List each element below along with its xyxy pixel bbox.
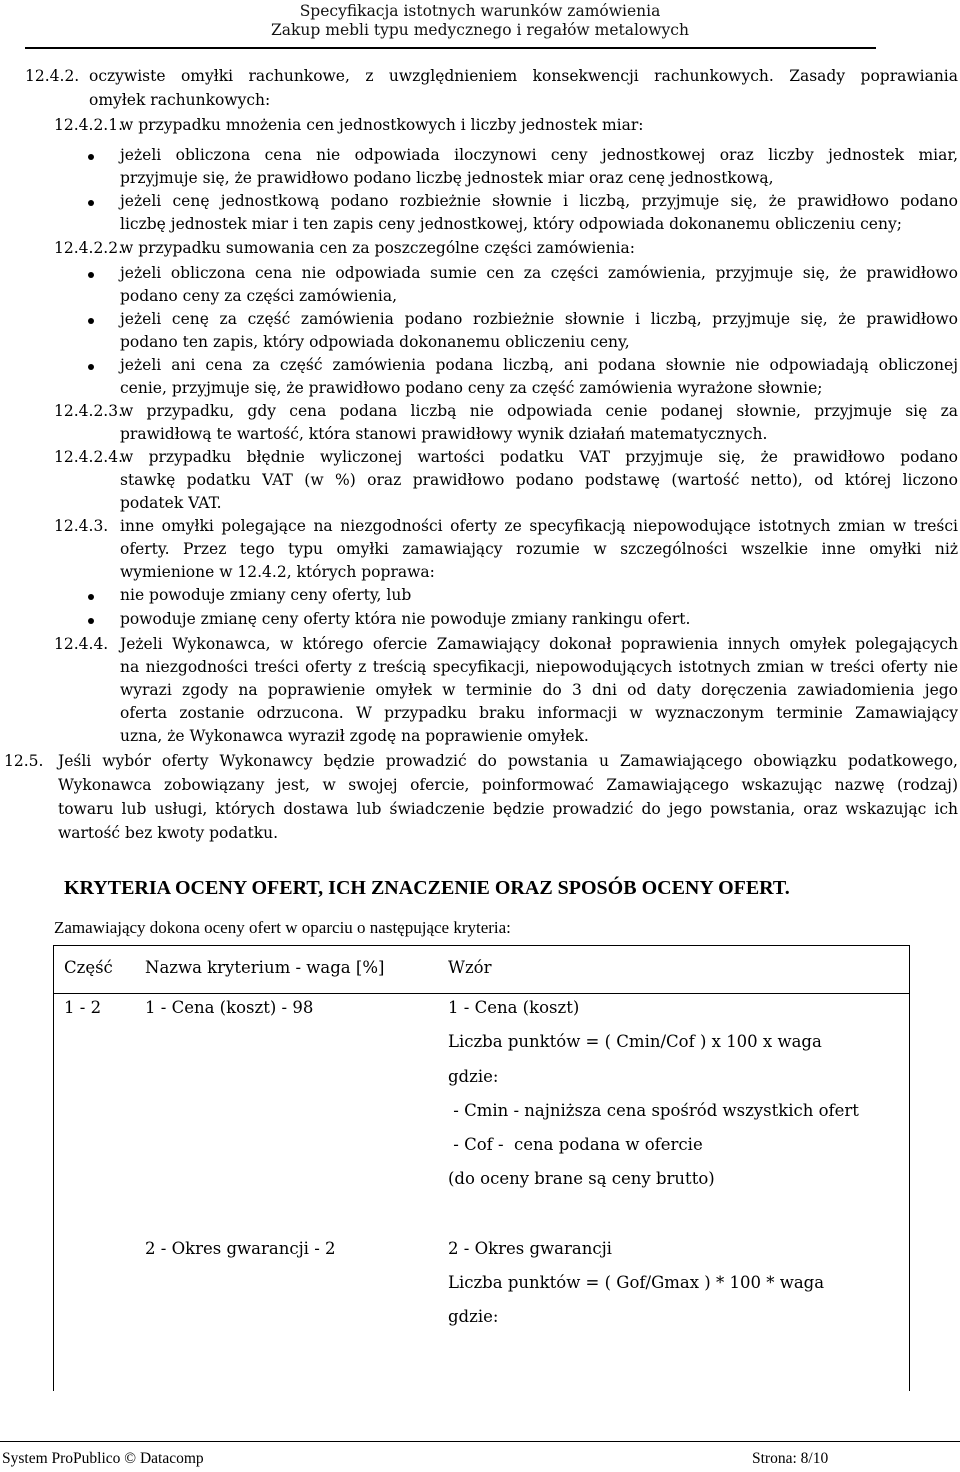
paragraph-line: na niezgodności treści oferty z treścią specyfikacji, niepowodujących istotnych zmian w treści oferty nie	[120, 658, 958, 676]
item-number: 12.4.2.1.	[54, 116, 124, 134]
bullet-icon	[88, 318, 94, 324]
table-cell-formula-line: 1 - Cena (koszt)	[448, 998, 580, 1017]
table-cell-part: 1 - 2	[64, 998, 102, 1017]
paragraph-line: wymienione w 12.4.2, których poprawa:	[120, 563, 435, 581]
paragraph-line: omyłek rachunkowych:	[89, 91, 271, 109]
paragraph-line: Jeśli wybór oferty Wykonawcy będzie prowadzić do powstania u Zamawiającego obowiązku podatkowego,	[58, 752, 958, 770]
bullet-icon	[88, 618, 94, 624]
bullet-text: powoduje zmianę ceny oferty która nie powoduje zmiany rankingu ofert.	[120, 610, 691, 628]
table-cell-formula-line: gdzie:	[448, 1067, 499, 1086]
item-number: 12.4.4.	[54, 635, 109, 653]
bullet-text: jeżeli obliczona cena nie odpowiada iloczynowi ceny jednostkowej oraz liczby jednostek miar,	[120, 146, 958, 164]
table-cell-criterion: 1 - Cena (koszt) - 98	[145, 998, 314, 1017]
paragraph-line: stawkę podatku VAT (w %) oraz prawidłowo podano podstawę (wartość netto), od której liczono	[120, 471, 958, 489]
paragraph-line: w przypadku sumowania cen za poszczególne części zamówienia:	[120, 239, 635, 257]
item-number: 12.4.2.4.	[54, 448, 124, 466]
table-header-criterion: Nazwa kryterium - waga [%]	[145, 958, 385, 977]
bullet-icon	[88, 594, 94, 600]
bullet-text: jeżeli obliczona cena nie odpowiada sumie cen za części zamówienia, przyjmuje się, że prawidłowo	[120, 264, 958, 282]
bullet-icon	[88, 200, 94, 206]
header-rule	[25, 47, 876, 49]
bullet-text: jeżeli cenę za część zamówienia podano rozbieżnie słownie i liczbą, przyjmuje się, że prawidłowo	[120, 310, 958, 328]
document-header-title: Specyfikacja istotnych warunków zamówienia	[299, 2, 661, 20]
paragraph-line: prawidłową te wartość, która stanowi prawidłowy wynik działań matematycznych.	[120, 425, 768, 443]
table-cell-formula-line: gdzie:	[448, 1307, 499, 1326]
table-cell-formula-line: 2 - Okres gwarancji	[448, 1239, 612, 1258]
paragraph-line: inne omyłki polegające na niezgodności oferty ze specyfikacją niepowodujące istotnych zmian w treści	[120, 517, 958, 535]
page-number: Strona: 8/10	[752, 1450, 829, 1467]
bullet-text: jeżeli ani cena za część zamówienia podana liczbą, ani podana słownie nie odpowiadają obliczonej	[120, 356, 958, 374]
table-cell-formula-line: - Cmin - najniższa cena spośród wszystkich ofert	[448, 1101, 859, 1120]
paragraph-line: oferty. Przez tego typu omyłki zamawiający rozumie w szczególności wszelkie inne omyłki niż	[120, 540, 958, 558]
table-cell-formula-line: Liczba punktów = ( Gof/Gmax ) * 100 * waga	[448, 1273, 825, 1292]
bullet-text: nie powoduje zmiany ceny oferty, lub	[120, 586, 412, 604]
item-number: 12.4.2.3.	[54, 402, 124, 420]
document-header-subtitle: Zakup mebli typu medycznego i regałów metalowych	[271, 21, 689, 39]
paragraph-line: podatek VAT.	[120, 494, 222, 512]
bullet-text: liczbę jednostek miar i ten zapis ceny jednostkowej, który odpowiada dokonanemu obliczeniu ceny;	[120, 215, 902, 233]
footer-rule	[0, 1441, 960, 1442]
bullet-text: cenie, przyjmuje się, że prawidłowo podano ceny za część zamówienia wyrażone słownie;	[120, 379, 823, 397]
table-cell-criterion: 2 - Okres gwarancji - 2	[145, 1239, 336, 1258]
table-header-formula: Wzór	[448, 958, 492, 977]
item-number: 12.4.3.	[54, 517, 109, 535]
bullet-text: jeżeli cenę jednostkową podano rozbieżnie słownie i liczbą, przyjmuje się, że prawidłowo podano	[120, 192, 958, 210]
paragraph-line: towaru lub usługi, których dostawa lub świadczenie będzie prowadzić do jego powstania, oraz wskazując ich	[58, 800, 958, 818]
table-cell-formula-line: - Cof - cena podana w ofercie	[448, 1135, 703, 1154]
paragraph-line: Jeżeli Wykonawca, w którego ofercie Zamawiający dokonał poprawienia innych omyłek polegających	[120, 635, 958, 653]
paragraph-line: w przypadku, gdy cena podana liczbą nie odpowiada cenie podanej słownie, przyjmuje się za	[120, 402, 958, 420]
footer-left: System ProPublico © Datacomp	[2, 1450, 204, 1467]
bullet-text: podano ten zapis, który odpowiada dokonanemu obliczeniu ceny,	[120, 333, 630, 351]
section-intro: Zamawiający dokona oceny ofert w oparciu o następujące kryteria:	[54, 918, 511, 937]
table-cell-formula-line: Liczba punktów = ( Cmin/Cof ) x 100 x waga	[448, 1032, 822, 1051]
paragraph-line: Wykonawca zobowiązany jest, w swojej ofercie, poinformować Zamawiającego wskazując nazwę (rodzaj)	[58, 776, 958, 794]
paragraph-line: oczywiste omyłki rachunkowe, z uwzględnieniem konsekwencji rachunkowych. Zasady poprawiania	[89, 67, 958, 85]
bullet-icon	[88, 154, 94, 160]
item-number: 12.4.2.2.	[54, 239, 124, 257]
paragraph-line: uzna, że Wykonawca wyraził zgodę na poprawienie omyłek.	[120, 727, 589, 745]
paragraph-line: wyrazi zgody na poprawienie omyłek w terminie do 3 dni od daty doręczenia zawiadomienia jego	[120, 681, 958, 699]
paragraph-line: w przypadku błędnie wyliczonej wartości podatku VAT przyjmuje się, że prawidłowo podano	[120, 448, 958, 466]
table-header-rule	[53, 993, 910, 994]
paragraph-line: wartość bez kwoty podatku.	[58, 824, 279, 842]
paragraph-line: w przypadku mnożenia cen jednostkowych i liczby jednostek miar:	[120, 116, 644, 134]
bullet-icon	[88, 364, 94, 370]
bullet-icon	[88, 272, 94, 278]
item-number: 12.5.	[4, 752, 44, 770]
bullet-text: podano ceny za części zamówienia,	[120, 287, 397, 305]
bullet-text: przyjmuje się, że prawidłowo podano liczbę jednostek miar oraz cenę jednostkową,	[120, 169, 774, 187]
section-heading: KRYTERIA OCENY OFERT, ICH ZNACZENIE ORAZ SPOSÓB OCENY OFERT.	[64, 877, 790, 899]
paragraph-line: oferta zostanie odrzucona. W przypadku braku informacji w wyznaczonym terminie Zamawiający	[120, 704, 958, 722]
table-cell-formula-line: (do oceny brane są ceny brutto)	[448, 1169, 715, 1188]
table-header-part: Część	[64, 958, 113, 977]
item-number: 12.4.2.	[25, 67, 80, 85]
